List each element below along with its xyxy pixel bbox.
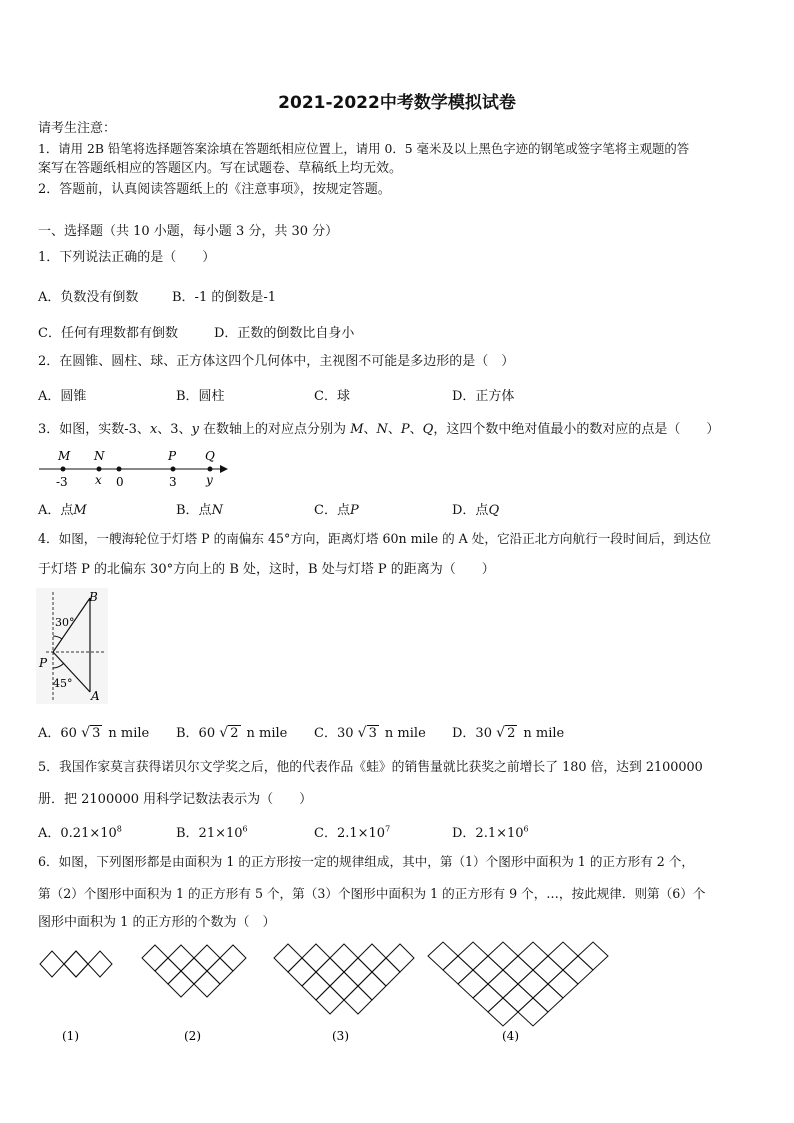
q6-line-2: 第（2）个图形中面积为 1 的正方形有 5 个，第（3）个图形中面积为 1 的正方形有 9 个，…，按此规律．则第（6）个 [38, 886, 706, 901]
notice-line-1b: 案写在答题纸相应的答题区内。写在试题卷、草稿纸上均无效。 [38, 161, 403, 176]
label-b: B [89, 590, 98, 604]
notice-line-1a: 1．请用 2B 铅笔将选择题答案涂填在答题纸相应位置上，请用 0．5 毫米及以上黑色字迹的钢笔或签字笔将主观题的答 [38, 141, 690, 156]
q5-line-1: 5．我国作家莫言获得诺贝尔文学奖之后，他的代表作品《蛙》的销售量就比获奖之前增长了 180 倍，达到 2100000 [38, 760, 703, 775]
q3-option-b: B．点N [176, 503, 223, 518]
q2-option-b: B．圆柱 [176, 389, 225, 404]
q4-option-b: B．60 √ 2 n mile [176, 722, 287, 741]
label-p: P [39, 656, 48, 670]
pattern-label-2: (2) [184, 1029, 201, 1043]
lighthouse-figure [36, 588, 108, 704]
square-pattern-figure [30, 938, 610, 1053]
q4-line-2: 于灯塔 P 的北偏东 30°方向上的 B 处，这时，B 处与灯塔 P 的距离为（ ） [38, 562, 495, 577]
q4-line-1: 4．如图，一艘海轮位于灯塔 P 的南偏东 45°方向，距离灯塔 60n mile 的 A 处，它沿正北方向航行一段时间后，到达位 [38, 531, 712, 546]
q5-option-a: A．$0.21\times 10^8$ [38, 824, 122, 841]
number-line-arrow [220, 465, 228, 473]
notice-heading: 请考生注意： [38, 121, 117, 136]
label-n: N [94, 449, 105, 463]
label-q: Q [205, 449, 215, 463]
angle-30-label: 30° [55, 616, 75, 629]
q1-option-d: D．正数的倒数比自身小 [214, 326, 355, 341]
q4-option-a: A．60 √ 3 n mile [38, 722, 149, 741]
q2-option-a: A．圆锥 [38, 389, 87, 404]
q1-option-c: C．任何有理数都有倒数 [38, 326, 178, 341]
q3-option-c: C．点P [314, 503, 359, 518]
point-p-dot [171, 467, 176, 472]
notice-line-2: 2．答题前，认真阅读答题纸上的《注意事项》，按规定答题。 [38, 182, 391, 197]
q6-line-1: 6．如图，下列图形都是由面积为 1 的正方形按一定的规律组成，其中，第（1）个图形中面积为 1 的正方形有 2 个， [38, 854, 694, 869]
q5-option-b: B．$21\times 10^6$ [176, 824, 248, 841]
tick-three: 3 [169, 475, 177, 489]
point-zero-dot [117, 467, 122, 472]
tick-y: y [206, 473, 213, 487]
label-p: P [168, 449, 177, 463]
angle-45-label: 45° [53, 677, 73, 690]
q5-option-d: D．$2.1\times 10^6$ [452, 824, 529, 841]
tick-x: x [95, 473, 102, 487]
q4-option-c: C．30 √ 3 n mile [314, 722, 426, 741]
q3-option-a: A．点M [38, 503, 87, 518]
label-a: A [91, 689, 100, 703]
q3-stem: 3．如图，实数-3、x、3、y 在数轴上的对应点分别为 M、N、P、Q，这四个数中绝对值最小的数对应的点是（ ） [38, 422, 720, 437]
tick-zero: 0 [116, 475, 124, 489]
pattern-label-3: (3) [332, 1029, 349, 1043]
q6-line-3: 图形中面积为 1 的正方形的个数为（ ） [38, 915, 276, 930]
page-title: 2021-2022中考数学模拟试卷 [278, 93, 516, 113]
q5-line-2: 册．把 2100000 用科学记数法表示为（ ） [38, 792, 313, 807]
q5-option-c: C．$2.1\times 10^7$ [314, 824, 391, 841]
q1-option-a: A．负数没有倒数 [38, 290, 139, 305]
q2-option-c: C．球 [314, 389, 350, 404]
section-heading: 一、选择题（共 10 小题，每小题 3 分，共 30 分） [38, 224, 339, 239]
pattern-4 [428, 942, 608, 1026]
pattern-3 [274, 944, 414, 1014]
point-n-dot [97, 467, 102, 472]
q2-option-d: D．正方体 [452, 389, 515, 404]
pattern-label-1: (1) [62, 1029, 79, 1043]
point-m-dot [61, 467, 66, 472]
q1-stem: 1．下列说法正确的是（ ） [38, 250, 216, 265]
q2-stem: 2．在圆锥、圆柱、球、正方体这四个几何体中，主视图不可能是多边形的是（ ） [38, 354, 515, 369]
pattern-1 [40, 951, 112, 977]
tick-minus-3: -3 [56, 475, 68, 489]
point-q-dot [208, 467, 213, 472]
q4-option-d: D．30 √ 2 n mile [452, 722, 564, 741]
q3-option-d: D．点Q [452, 503, 500, 518]
q1-option-b: B．-1 的倒数是-1 [172, 290, 277, 305]
pattern-label-4: (4) [502, 1029, 519, 1043]
pattern-2 [142, 945, 246, 997]
label-m: M [58, 449, 71, 463]
number-line-figure [36, 444, 236, 490]
